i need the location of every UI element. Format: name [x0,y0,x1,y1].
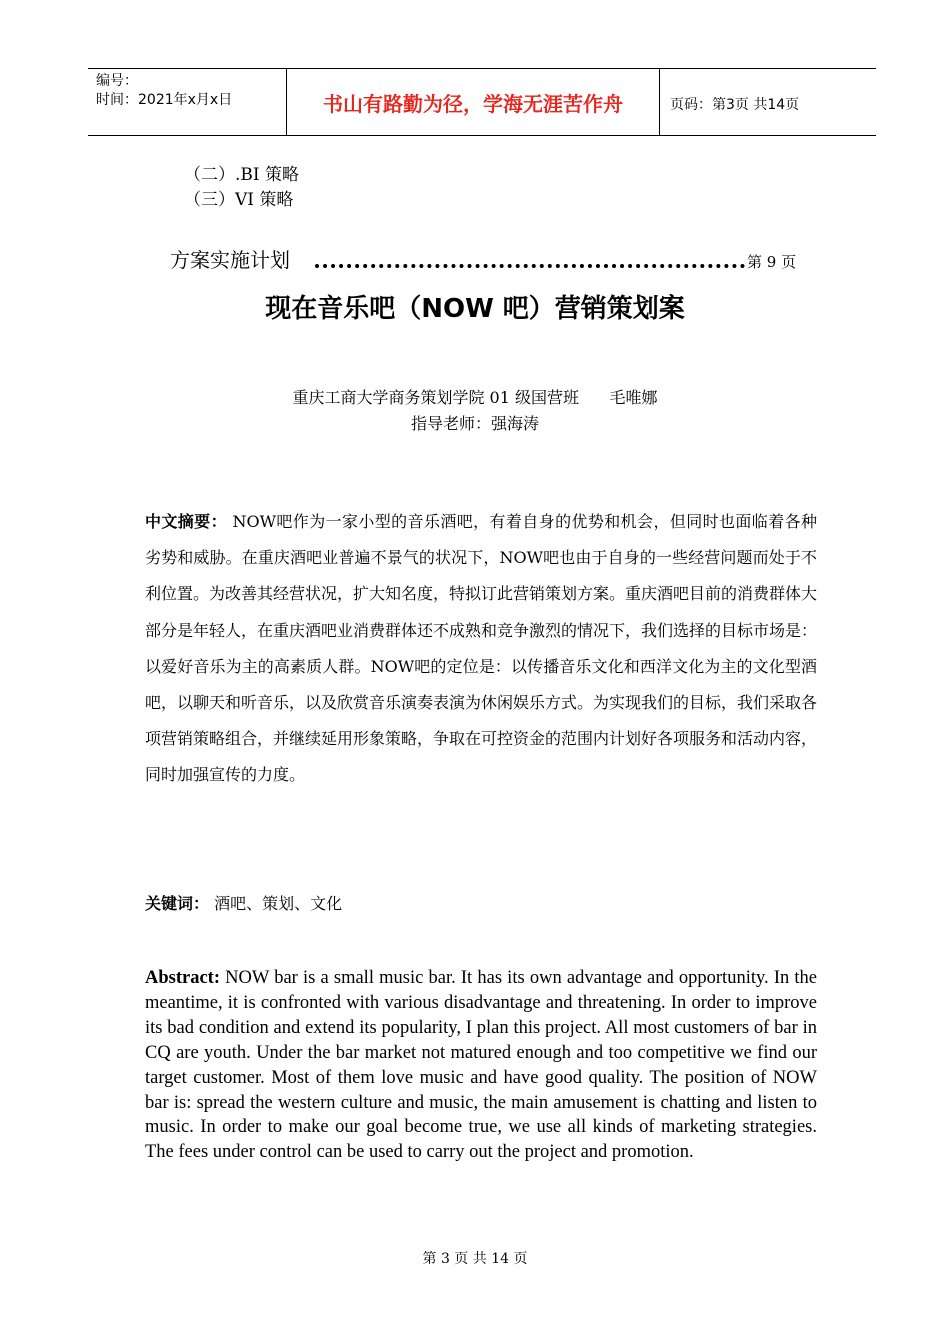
toc-entry-implementation-plan [170,245,795,275]
toc-item-bi-strategy: （二）.BI 策略 [184,165,300,185]
author-line: 重庆工商大学商务策划学院 01 级国营班 毛唯娜 [292,388,658,407]
header-motto: 书山有路勤为径，学海无涯苦作舟 [323,92,623,116]
keywords [145,889,342,919]
header-info-cell [88,69,287,135]
toc-dot-leader [315,264,745,268]
document-time-label: 时间：2021年x月x日 [96,92,233,108]
english-abstract-text: NOW bar is a small music bar. It has its own advantage and opportunity. In the meantime, it is confronted with various disadvantage and threatening. In order to improve its bad condition and extend its popularity, I plan this project. All most customers of bar in CQ are youth. Under the bar market not matured enough and too competitive we find our target customer. Most of them love music and have good quality. The position of NOW bar is: spread the western culture and music, the main amusement is chatting and listen to music. In order to make our goal become true, we use all kinds of marketing strategies. The fees under control can be used to carry out the project and promotion. [145,968,817,1163]
chinese-abstract [145,504,817,794]
chinese-abstract-label: 中文摘要： [145,512,227,531]
toc-entry-page: 第 9 页 [747,253,797,271]
page-footer-number: 第 3 页 共 14 页 [422,1251,528,1267]
english-abstract-label: Abstract: [145,968,221,988]
document-number-label: 编号： [96,73,138,89]
toc-item-vi-strategy: （三）VI 策略 [184,190,294,210]
english-abstract [145,966,817,1165]
chinese-abstract-text: NOW吧作为一家小型的音乐酒吧，有着自身的优势和机会，但同时也面临着各种劣势和威胁。在重庆酒吧业普遍不景气的状况下，NOW吧也由于自身的一些经营问题而处于不利位置。为改善其经营状况，扩大知名度，特拟订此营销策划方案。重庆酒吧目前的消费群体大部分是年轻人，在重庆酒吧业消费群体还不成熟和竞争激烈的情况下，我们选择的目标市场是：以爱好音乐为主的高素质人群。NOW吧的定位是：以传播音乐文化和西洋文化为主的文化型酒吧，以聊天和听音乐，以及欣赏音乐演奏表演为休闲娱乐方式。为实现我们的目标，我们采取各项营销策略组合，并继续延用形象策略，争取在可控资金的范围内计划好各项服务和活动内容，同时加强宣传的力度。 [145,512,818,785]
page-header [88,68,876,136]
article-title: 现在音乐吧（NOW 吧）营销策划案 [265,294,685,324]
header-page-info: 页码：第3页 共14页 [670,97,800,113]
advisor-line: 指导老师：强海涛 [410,414,539,433]
keywords-text: 酒吧、策划、文化 [209,894,343,913]
header-motto-cell [287,69,660,135]
header-page-cell [660,69,876,135]
keywords-label: 关键词： [145,894,210,913]
toc-entry-label: 方案实施计划 [170,248,290,272]
